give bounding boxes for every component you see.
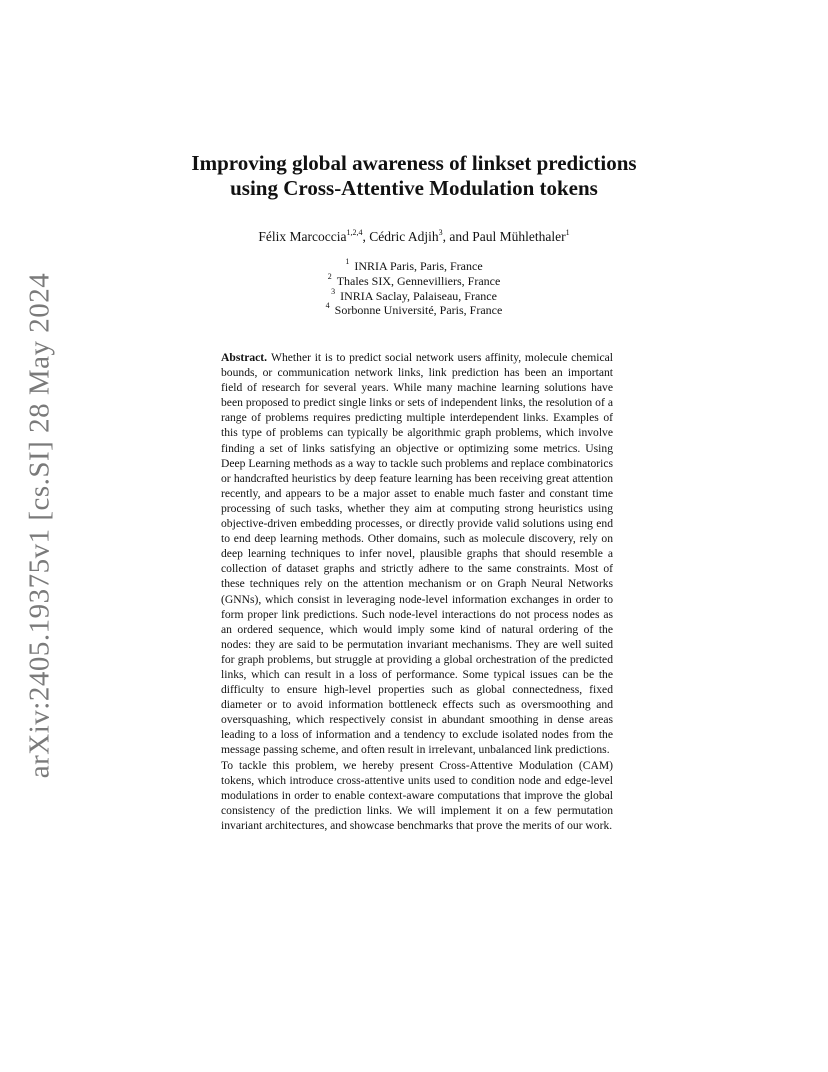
author-list	[130, 228, 698, 246]
abstract-section	[221, 350, 613, 833]
affiliation-text: INRIA Saclay, Palaiseau, France	[340, 288, 497, 303]
author-separator: ,	[362, 229, 370, 244]
affiliation-item	[130, 259, 698, 274]
affiliation-item	[130, 303, 698, 318]
abstract-paragraph-1	[221, 350, 613, 758]
abstract-paragraph-1-text: Whether it is to predict social network users affinity, molecule chemical bounds, or communication network links, link prediction has been an important field of research for several years. While many machine learning solutions have been proposed to predict single links or sets of independent links, the resolution of a range of problems requires predicting multiple interdependent links. Examples of this type of problems can typically be algorithmic graph problems, which involve finding a set of links satisfying an objective or optimizing some metrics. Using Deep Learning methods as a way to tackle such problems and replace combinatorics or handcrafted heuristics by deep feature learning has been receiving great attention recently, and appears to be a major asset to enable much faster and constant time processing of such tasks, whether they aim at computing strong heuristics using objective-driven embedding processes, or directly provide valid solutions using end to end deep learning methods. Other domains, such as molecule discovery, rely on deep learning techniques to infer novel, plausible graphs that should resemble a collection of dataset graphs and strictly adhere to the same constraints. Most of these techniques rely on the attention mechanism or on Graph Neural Networks (GNNs), which consist in leveraging node-level information exchanges in order to form proper link predictions. Such node-level interactions do not process nodes as an ordered sequence, which would imply some kind of natural ordering of the nodes: they are said to be permutation invariant mechanisms. They are well suited for graph problems, but struggle at providing a global orchestration of the predicted links, which can result in a loss of performance. Some typical issues can be the difficulty to ensure high-level properties such as global connectedness, fixed diameter or to avoid information bottleneck effects such as oversmoothing and oversquashing, which respectively consist in abundant smoothing in dense areas leading to a loss of information and a tendency to exclude isolated nodes from the message passing scheme, and often result in irrelevant, unbalanced link predictions.	[221, 351, 613, 757]
author-affiliation-marks: 3	[438, 227, 443, 237]
paper-title-line-2: using Cross-Attentive Modulation tokens	[230, 176, 598, 200]
affiliation-text: Thales SIX, Gennevilliers, France	[336, 273, 501, 288]
affiliation-text: INRIA Paris, Paris, France	[354, 259, 483, 273]
author-name: Cédric Adjih	[369, 229, 439, 244]
arxiv-identifier-stamp	[16, 272, 64, 778]
affiliation-item	[130, 286, 698, 304]
affiliation-text: Sorbonne Université, Paris, France	[334, 303, 503, 318]
author-affiliation-marks: 1	[565, 227, 570, 237]
affiliation-number: 2	[327, 271, 332, 281]
arxiv-identifier-text: arXiv:2405.19375v1 [cs.SI] 28 May 2024	[23, 272, 56, 778]
author-separator: , and	[442, 229, 473, 244]
affiliation-number: 3	[331, 286, 336, 296]
affiliation-number: 4	[325, 301, 330, 311]
abstract-label: Abstract.	[221, 351, 268, 364]
affiliation-number: 1	[345, 257, 350, 266]
paper-title-line-1: Improving global awareness of linkset predictions	[191, 151, 637, 175]
author-name: Félix Marcoccia	[258, 229, 347, 244]
abstract-paragraph-2: To tackle this problem, we hereby present Cross-Attentive Modulation (CAM) tokens, which introduce cross-attentive units used to condition node and edge-level modulations in order to enable context-aware computations that improve the global consistency of the prediction links. We will implement it on a few permutation invariant architectures, and showcase benchmarks that prove the merits of our work.	[221, 758, 613, 832]
author-affiliation-marks: 1,2,4	[346, 227, 363, 237]
affiliation-item	[130, 271, 698, 289]
author-name: Paul Mühlethaler	[472, 229, 566, 244]
affiliation-list	[130, 259, 698, 318]
paper-title	[130, 151, 698, 201]
